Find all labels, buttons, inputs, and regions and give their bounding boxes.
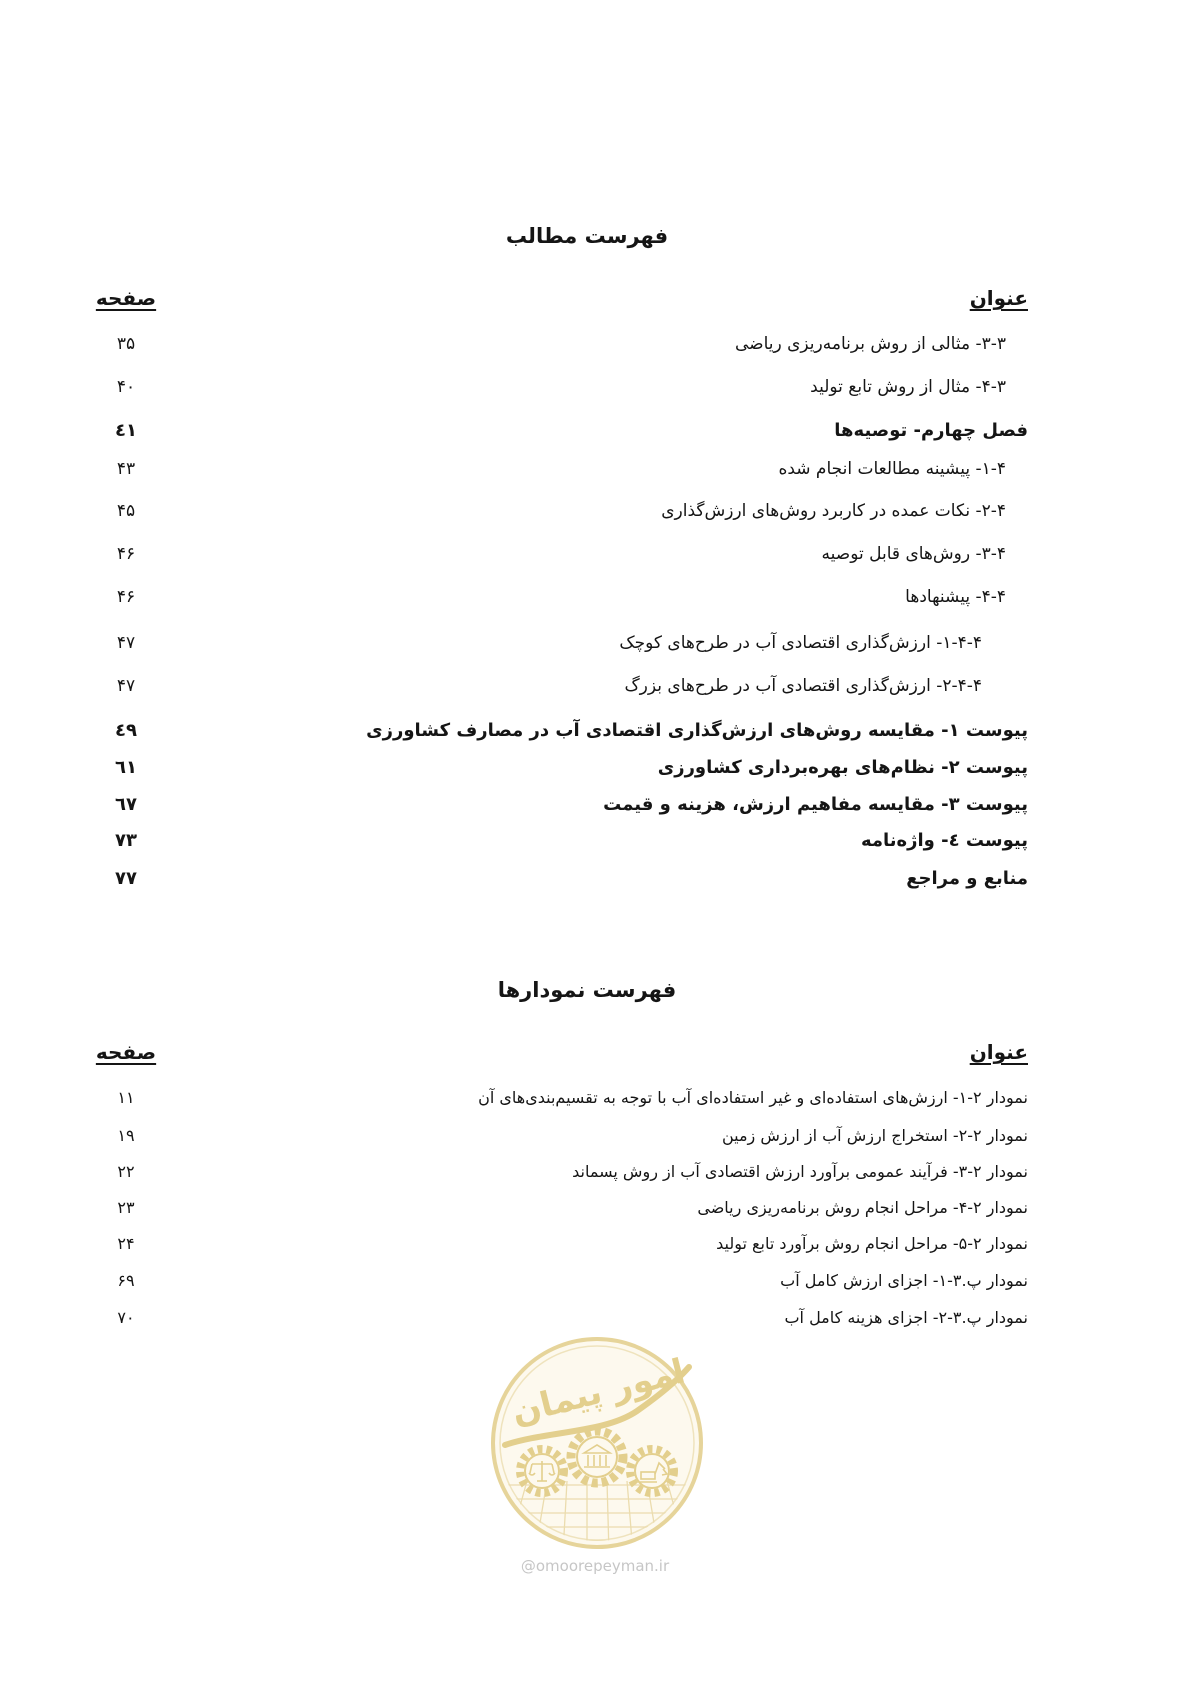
figures-header-title: عنوان — [969, 1040, 1028, 1064]
toc-entry-page: ۴۰ — [116, 377, 136, 397]
watermark-logo — [487, 1333, 707, 1553]
figure-entry-page: ۱۹ — [117, 1126, 135, 1145]
toc-entry-page: ۴۶ — [116, 587, 136, 607]
toc-entry-page: ٧٧ — [115, 868, 137, 889]
toc-entry — [0, 496, 1190, 526]
toc-entry-page: ۴۷ — [116, 633, 136, 653]
toc-entry — [0, 329, 1190, 359]
toc-entry-title: ۴-۱- پیشینه مطالعات انجام شده — [778, 459, 1006, 479]
toc-entry-title: ۴-۴-۱- ارزش‌گذاری اقتصادی آب در طرح‌های کوچک — [619, 633, 982, 653]
figure-entry — [0, 1193, 1190, 1223]
toc-entry — [0, 539, 1190, 569]
toc-entry-page: ٤٩ — [115, 720, 137, 741]
figure-entry — [0, 1157, 1190, 1187]
toc-entry — [0, 454, 1190, 484]
toc-entry-title: فصل چهارم- توصیه‌ها — [834, 420, 1028, 441]
figure-entry-title: نمودار پ.۳-۱- اجزای ارزش کامل آب — [780, 1271, 1028, 1290]
toc-entry-title: پیوست ۱- مقایسه روش‌های ارزش‌گذاری اقتصادی آب در مصارف کشاورزی — [366, 720, 1028, 741]
toc-entry-title: ۳-۴- مثال از روش تابع تولید — [810, 377, 1006, 397]
figure-entry-title: نمودار ۲-۲- استخراج ارزش آب از ارزش زمین — [721, 1126, 1028, 1145]
figure-entry-page: ۷۰ — [117, 1308, 135, 1327]
figure-entry-title: نمودار ۲-۵- مراحل انجام روش برآورد تابع تولید — [716, 1234, 1028, 1253]
toc-subentry — [0, 628, 1190, 658]
figure-entry-page: ۶۹ — [117, 1271, 135, 1290]
figure-entry-title: نمودار ۲-۴- مراحل انجام روش برنامه‌ریزی ریاضی — [697, 1198, 1028, 1217]
toc-entry-page: ۴۶ — [116, 544, 136, 564]
toc-entry-page: ٤١ — [115, 420, 137, 441]
toc-entry-page: ٦١ — [115, 757, 137, 778]
figure-entry — [0, 1121, 1190, 1151]
toc-references-entry — [0, 864, 1190, 894]
watermark-url: @omoorepeyman.ir — [520, 1557, 670, 1575]
toc-title: فهرست مطالب — [505, 224, 669, 248]
toc-entry-title: پیوست ۲- نظام‌های بهره‌برداری کشاورزی — [657, 757, 1028, 778]
toc-entry-page: ۴۷ — [116, 676, 136, 696]
toc-entry-title: پیوست ٤- واژه‌نامه — [860, 830, 1028, 851]
figure-entry — [0, 1266, 1190, 1296]
figure-entry-title: نمودار ۲-۱- ارزش‌های استفاده‌ای و غیر استفاده‌ای آب با توجه به تقسیم‌بندی‌های آن — [478, 1088, 1028, 1107]
toc-entry-title: ۴-۴-۲- ارزش‌گذاری اقتصادی آب در طرح‌های بزرگ — [624, 676, 982, 696]
figure-entry-page: ۲۲ — [117, 1162, 135, 1181]
figure-entry — [0, 1303, 1190, 1333]
gear-icon — [571, 1431, 623, 1483]
figures-header-page: صفحه — [95, 1040, 157, 1064]
toc-chapter-entry — [0, 416, 1190, 446]
toc-entry-page: ۳۵ — [116, 334, 136, 354]
toc-entry-page: ٧٣ — [115, 830, 137, 851]
toc-entry-page: ۴۵ — [116, 501, 136, 521]
figure-entry — [0, 1229, 1190, 1259]
toc-appendix-entry — [0, 753, 1190, 783]
figures-title: فهرست نمودارها — [497, 978, 677, 1002]
toc-header-title: عنوان — [969, 286, 1028, 310]
toc-entry-title: ۴-۳- روش‌های قابل توصیه — [821, 544, 1006, 564]
logo-lettering: امور پیمان — [507, 1351, 689, 1433]
figure-entry-page: ۱۱ — [117, 1088, 135, 1107]
toc-entry — [0, 372, 1190, 402]
figure-entry-title: نمودار پ.۳-۲- اجزای هزینه کامل آب — [784, 1308, 1028, 1327]
figure-entry-page: ۲۴ — [117, 1234, 135, 1253]
toc-entry-title: پیوست ۳- مقایسه مفاهیم ارزش، هزینه و قیمت — [603, 794, 1028, 815]
toc-entry — [0, 582, 1190, 612]
toc-entry-title: منابع و مراجع — [906, 868, 1028, 889]
toc-header-page: صفحه — [95, 286, 157, 310]
toc-entry-title: ۴-۴- پیشنهادها — [905, 587, 1006, 607]
toc-entry-page: ٦٧ — [115, 794, 137, 815]
figure-entry — [0, 1083, 1190, 1113]
toc-entry-title: ۳-۳- مثالی از روش برنامه‌ریزی ریاضی — [734, 334, 1006, 354]
toc-subentry — [0, 671, 1190, 701]
toc-entry-page: ۴۳ — [116, 459, 136, 479]
toc-appendix-entry — [0, 716, 1190, 746]
toc-entry-title: ۴-۲- نکات عمده در کاربرد روش‌های ارزش‌گذاری — [661, 501, 1006, 521]
toc-appendix-entry — [0, 790, 1190, 820]
toc-appendix-entry — [0, 826, 1190, 856]
figure-entry-title: نمودار ۲-۳- فرآیند عمومی برآورد ارزش اقتصادی آب از روش پسماند — [572, 1162, 1028, 1181]
figure-entry-page: ۲۳ — [117, 1198, 135, 1217]
